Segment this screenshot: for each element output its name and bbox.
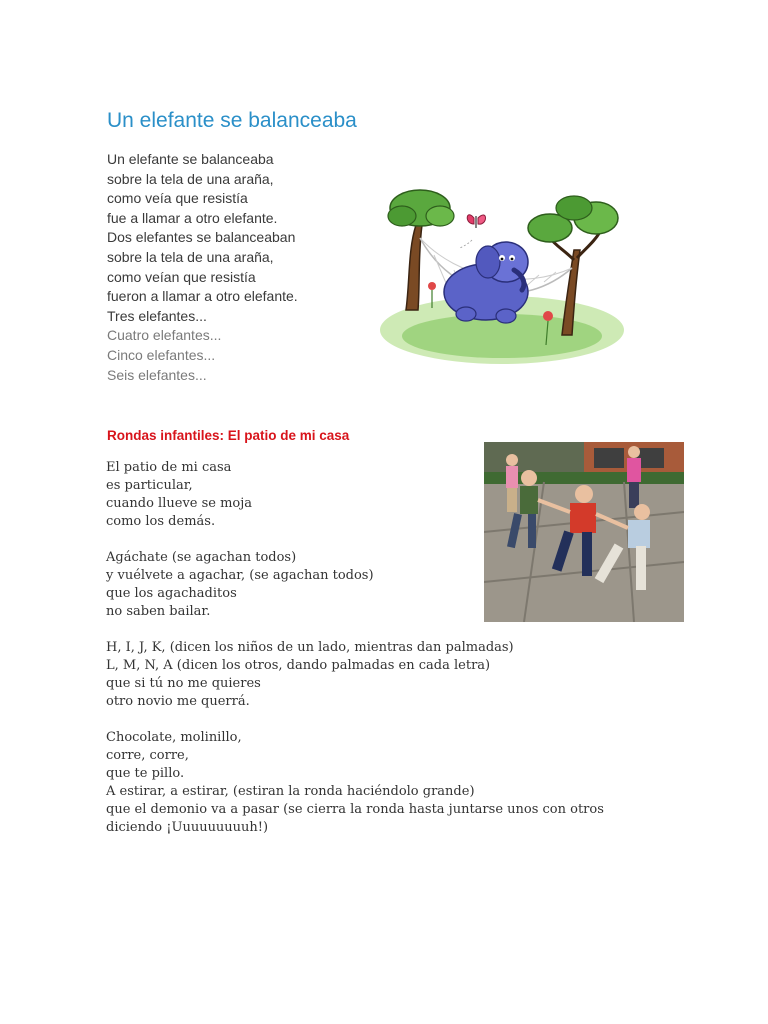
song-line: como los demás. bbox=[106, 514, 216, 529]
poem-line: Cuatro elefantes... bbox=[107, 327, 222, 344]
song-line: L, M, N, A (dicen los otros, dando palmadas en cada letra) bbox=[106, 658, 491, 673]
song-line: cuando llueve se moja bbox=[106, 496, 253, 511]
song-line: Agáchate (se agachan todos) bbox=[106, 550, 297, 565]
section-subtitle: Rondas infantiles: El patio de mi casa bbox=[107, 428, 350, 443]
page-title: Un elefante se balanceaba bbox=[107, 109, 357, 132]
poem-line: fueron a llamar a otro elefante. bbox=[107, 288, 298, 305]
song-line: que el demonio va a pasar (se cierra la ronda hasta juntarse unos con otros bbox=[106, 802, 604, 817]
poem-line: fue a llamar a otro elefante. bbox=[107, 209, 278, 226]
song-line: Chocolate, molinillo, bbox=[106, 730, 242, 745]
song-line: corre, corre, bbox=[106, 748, 189, 763]
poem-line: Dos elefantes se balanceaban bbox=[107, 229, 296, 246]
poem-line: sobre la tela de una araña, bbox=[107, 170, 274, 187]
poem-line: como veía que resistía bbox=[107, 190, 248, 207]
song-line: H, I, J, K, (dicen los niños de un lado, mientras dan palmadas) bbox=[106, 640, 514, 655]
elephant-poem bbox=[107, 150, 377, 385]
poem-line: Seis elefantes... bbox=[107, 366, 207, 383]
song-line: no saben bailar. bbox=[106, 604, 211, 619]
poem-line: como veían que resistía bbox=[107, 268, 256, 285]
poem-line: Un elefante se balanceaba bbox=[107, 151, 274, 167]
song-line: diciendo ¡Uuuuuuuuuh!) bbox=[106, 820, 269, 835]
poem-line: Tres elefantes... bbox=[107, 307, 207, 324]
song-line: es particular, bbox=[106, 478, 193, 493]
song-stanza bbox=[106, 549, 666, 621]
song-line: que si tú no me quieres bbox=[106, 676, 261, 691]
elephant-hammock-illustration bbox=[374, 180, 624, 365]
poem-line: Cinco elefantes... bbox=[107, 346, 216, 363]
song-line: A estirar, a estirar, (estiran la ronda haciéndolo grande) bbox=[106, 784, 475, 799]
song-text bbox=[106, 459, 666, 855]
song-stanza bbox=[106, 459, 666, 531]
song-line: que los agachaditos bbox=[106, 586, 237, 601]
poem-line: sobre la tela de una araña, bbox=[107, 248, 274, 265]
song-stanza bbox=[106, 639, 666, 711]
song-line: y vuélvete a agachar, (se agachan todos) bbox=[106, 568, 374, 583]
song-line: que te pillo. bbox=[106, 766, 185, 781]
song-line: otro novio me querrá. bbox=[106, 694, 250, 709]
song-stanza bbox=[106, 729, 666, 837]
song-line: El patio de mi casa bbox=[106, 460, 232, 475]
